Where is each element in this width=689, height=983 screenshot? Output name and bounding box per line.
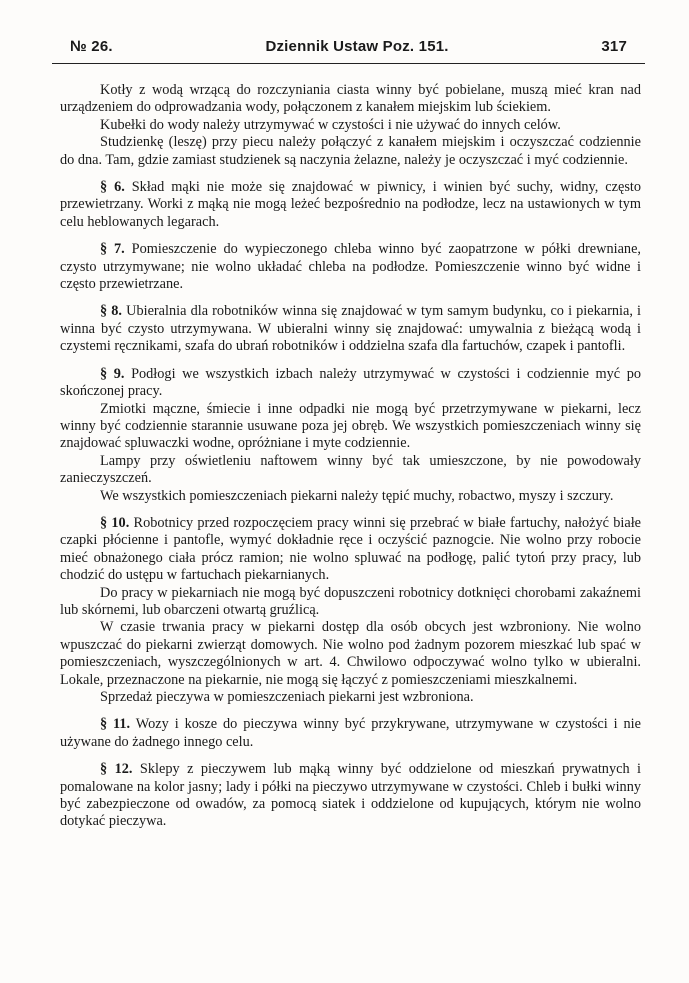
section-mark: § 11. xyxy=(100,716,131,733)
paragraph xyxy=(60,453,641,488)
paragraph xyxy=(60,134,641,169)
section-mark: § 7. xyxy=(100,241,125,258)
paragraph-text: W czasie trwania pracy w piekarni dostęp dla osób obcych jest wzbroniony. Nie wolno wpuszczać do piekarni zwierząt domowych. Nie wolno pod żadnym pozorem mieszkać lub spać w pomieszczeniach, wyszczególnionych w art. 4. Chwilowo odpoczywać wolno tylko w ubieralni. Lokale, przeznaczone na piekarnie, nie mogą się łączyć z pomieszczeniami mieszkalnemi. xyxy=(60,619,641,688)
section-mark: § 10. xyxy=(100,514,130,531)
paragraph-text: Sklepy z pieczywem lub mąką winny być oddzielone od mieszkań prywatnych i pomalowane na kolor jasny; lady i półki na pieczywo utrzymywane w czystości. Chleb i bułki winny być zabezpieczone od owadów, za pomocą siatek i oddzielone od kupujących, którym nie wolno dotykać pieczywa. xyxy=(60,761,642,830)
paragraph xyxy=(60,689,641,706)
paragraph-text: Kubełki do wody należy utrzymywać w czystości i nie używać do innych celów. xyxy=(100,116,561,133)
paragraph xyxy=(60,366,641,401)
section-mark: § 8. xyxy=(100,303,122,320)
paragraph xyxy=(60,716,641,751)
paragraph xyxy=(60,761,641,831)
paragraph-text: Zmiotki mączne, śmiecie i inne odpadki nie mogą być przetrzymywane w piekarni, lecz winny być codziennie starannie usuwane poza jej obręb. We wszystkich pomieszczeniach winny się znajdować spluwaczki wodne, opróżniane i myte codziennie. xyxy=(60,400,641,452)
journal-title: Dziennik Ustaw Poz. 151. xyxy=(265,38,449,55)
paragraph xyxy=(60,179,641,231)
header-rule xyxy=(52,63,645,64)
issue-number: № 26. xyxy=(70,38,113,55)
section-mark: § 6. xyxy=(100,179,125,196)
paragraph-text: Lampy przy oświetleniu naftowem winny być tak umieszczone, by nie powodowały zanieczyszczeń. xyxy=(60,452,641,487)
page-header xyxy=(60,38,641,55)
paragraph xyxy=(60,303,641,355)
paragraph-text: We wszystkich pomieszczeniach piekarni należy tępić muchy, robactwo, myszy i szczury. xyxy=(100,487,614,504)
paragraph-text: Do pracy w piekarniach nie mogą być dopuszczeni robotnicy dotknięci chorobami zakaźnemi lub skórnemi, lub obarczeni otwartą gruźlicą. xyxy=(60,584,641,618)
paragraph-text: Podłogi we wszystkich izbach należy utrzymywać w czystości i codziennie myć po skończonej pracy. xyxy=(60,365,641,400)
paragraph-text: Ubieralnia dla robotników winna się znajdować w tym samym budynku, co i piekarnia, i winna być czysto utrzymywana. W ubieralni winny się znajdować: umywalnia z bieżącą wodą i czystemi ręcznikami, szafa do ubrań robotników i oddzielna szafa dla fartuchów, czapek i pantofli. xyxy=(60,303,642,355)
paragraph xyxy=(60,401,641,453)
paragraph xyxy=(60,82,641,117)
paragraph-text: Wozy i kosze do pieczywa winny być przykrywane, utrzymywane w czystości i nie używane do żadnego innego celu. xyxy=(60,716,641,750)
paragraph xyxy=(60,117,641,134)
paragraph-text: Skład mąki nie może się znajdować w piwnicy, i winien być suchy, widny, często przewietrzany. Worki z mąką nie mogą leżeć bezpośrednio na podłodze, lecz na ustawionych w tym celu heblowanych legarach. xyxy=(60,179,642,230)
page-number: 317 xyxy=(601,38,627,55)
paragraph xyxy=(60,241,641,293)
paragraph-text: Kotły z wodą wrzącą do rozczyniania ciasta winny być pobielane, muszą mieć kran nad urządzeniem do odprowadzania wody, połączonem z kanałem miejskim lub ściekiem. xyxy=(60,82,641,116)
paragraph-text: Pomieszczenie do wypieczonego chleba winno być zaopatrzone w półki drewniane, czysto utrzymywane; nie wolno układać chleba na podłodze. Pomieszczenie winno być widne i często przewietrzane. xyxy=(60,241,642,293)
paragraph xyxy=(60,619,641,689)
paragraph-text: Sprzedaż pieczywa w pomieszczeniach piekarni jest wzbroniona. xyxy=(100,689,474,705)
document-body xyxy=(60,82,641,831)
paragraph-text: Robotnicy przed rozpoczęciem pracy winni się przebrać w białe fartuchy, nałożyć białe czapki płócienne i pantofle, wymyć dokładnie ręce i oczyścić paznogcie. Nie wolno przy robocie mieć obnażonego ciała prócz ramion; nie wolno spluwać na podłogę, palić tytoń przy pracy, lub chodzić do ustępu w fartuchach piekarnianych. xyxy=(60,514,642,584)
section-mark: § 9. xyxy=(100,365,125,382)
paragraph xyxy=(60,515,641,585)
section-mark: § 12. xyxy=(100,761,133,778)
paragraph xyxy=(60,585,641,620)
paragraph xyxy=(60,488,641,505)
paragraph-text: Studzienkę (leszę) przy piecu należy połączyć z kanałem miejskim i oczyszczać codziennie do dna. Tam, gdzie zamiast studzienek są naczynia żelazne, należy je oczyszczać i myć codziennie. xyxy=(60,134,641,168)
